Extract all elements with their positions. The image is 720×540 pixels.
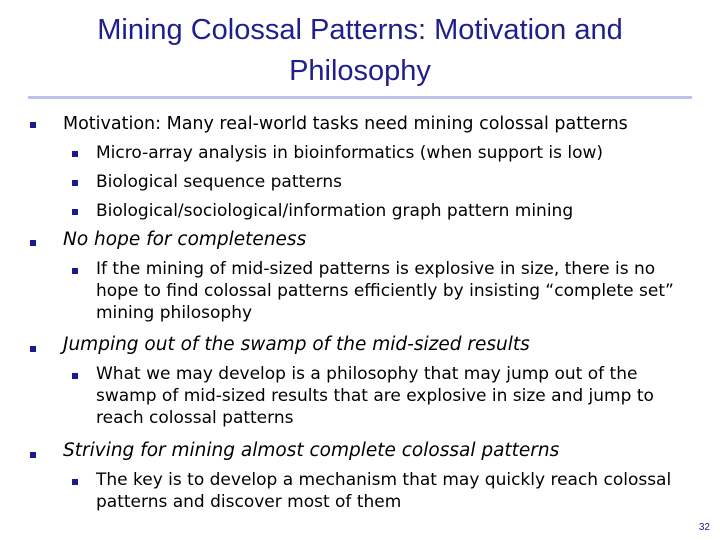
bullet-1-sub-1: Micro-array analysis in bioinformatics (when support is low) xyxy=(96,143,604,163)
bullet-4-sub-line-1: The key is to develop a mechanism that may quickly reach colossal xyxy=(96,470,672,490)
bullet-2-sub-line-3: mining philosophy xyxy=(96,303,253,323)
page-number: 32 xyxy=(698,522,710,533)
bullet-3-sub-paragraph xyxy=(96,363,696,429)
square-bullet-icon xyxy=(30,452,36,458)
bullet-3-sub-line-1: What we may develop is a philosophy that may jump out of the xyxy=(96,364,638,384)
square-bullet-icon xyxy=(72,209,78,215)
bullet-2-text: No hope for completeness xyxy=(63,229,307,250)
bullet-2-sub-paragraph xyxy=(96,258,696,324)
bullet-1-sub-3: Biological/sociological/information graph pattern mining xyxy=(96,201,574,221)
square-bullet-icon xyxy=(72,268,78,274)
bullet-3-sub-line-2: swamp of mid-sized results that are explosive in size and jump to xyxy=(96,386,654,406)
title-line-2: Philosophy xyxy=(289,55,431,87)
square-bullet-icon xyxy=(72,479,78,485)
slide-title xyxy=(0,10,720,92)
square-bullet-icon xyxy=(30,346,36,352)
square-bullet-icon xyxy=(72,180,78,186)
bullet-4-sub-line-2: patterns and discover most of them xyxy=(96,492,402,512)
square-bullet-icon xyxy=(72,373,78,379)
bullet-2-sub-line-1: If the mining of mid-sized patterns is explosive in size, there is no xyxy=(96,259,656,279)
bullet-3-sub-line-3: reach colossal patterns xyxy=(96,408,294,428)
square-bullet-icon xyxy=(72,151,78,157)
title-line-1: Mining Colossal Patterns: Motivation and xyxy=(97,14,623,46)
square-bullet-icon xyxy=(30,240,36,246)
square-bullet-icon xyxy=(30,122,36,128)
bullet-2-sub-line-2: hope to find colossal patterns efficiently by insisting “complete set” xyxy=(96,281,674,301)
bullet-3-text: Jumping out of the swamp of the mid-sized results xyxy=(63,334,530,355)
bullet-1-sub-2: Biological sequence patterns xyxy=(96,172,342,192)
bullet-1-text: Motivation: Many real-world tasks need mining colossal patterns xyxy=(63,114,628,134)
bullet-4-sub-paragraph xyxy=(96,469,696,513)
bullet-4-text: Striving for mining almost complete colossal patterns xyxy=(63,440,560,461)
title-underline xyxy=(28,96,692,99)
